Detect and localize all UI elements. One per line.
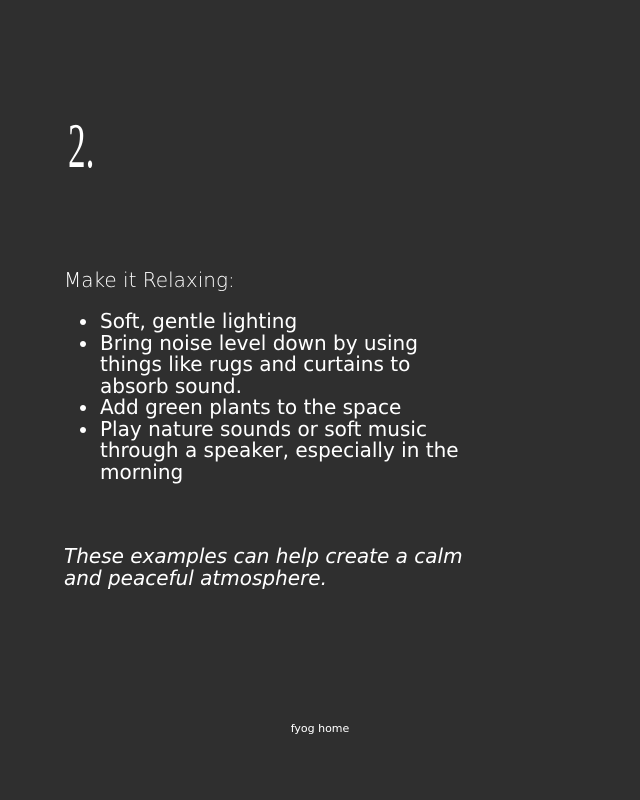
- bullet-icon: [80, 427, 86, 433]
- tip-item: [64, 416, 484, 484]
- tip-item: [64, 311, 484, 333]
- tip-text: Add green plants to the space: [100, 395, 402, 419]
- bullet-icon: [80, 319, 86, 325]
- tip-item: [64, 330, 484, 398]
- tip-text: Soft, gentle lighting: [100, 309, 298, 333]
- bullet-icon: [80, 405, 86, 411]
- tip-text: Bring noise level down by using things like rugs and curtains to absorb sound.: [100, 330, 418, 398]
- bullet-icon: [80, 341, 86, 347]
- slide-number: 2.: [68, 110, 95, 181]
- closing-statement: These examples can help create a calm and peaceful atmosphere.: [64, 544, 463, 590]
- tip-text: Play nature sounds or soft music through a speaker, especially in the morning: [100, 416, 459, 484]
- tip-item: [64, 397, 484, 419]
- tips-list: [64, 311, 484, 483]
- brand-footer: fyog home: [290, 722, 350, 735]
- section-heading: Make it Relaxing:: [64, 268, 235, 292]
